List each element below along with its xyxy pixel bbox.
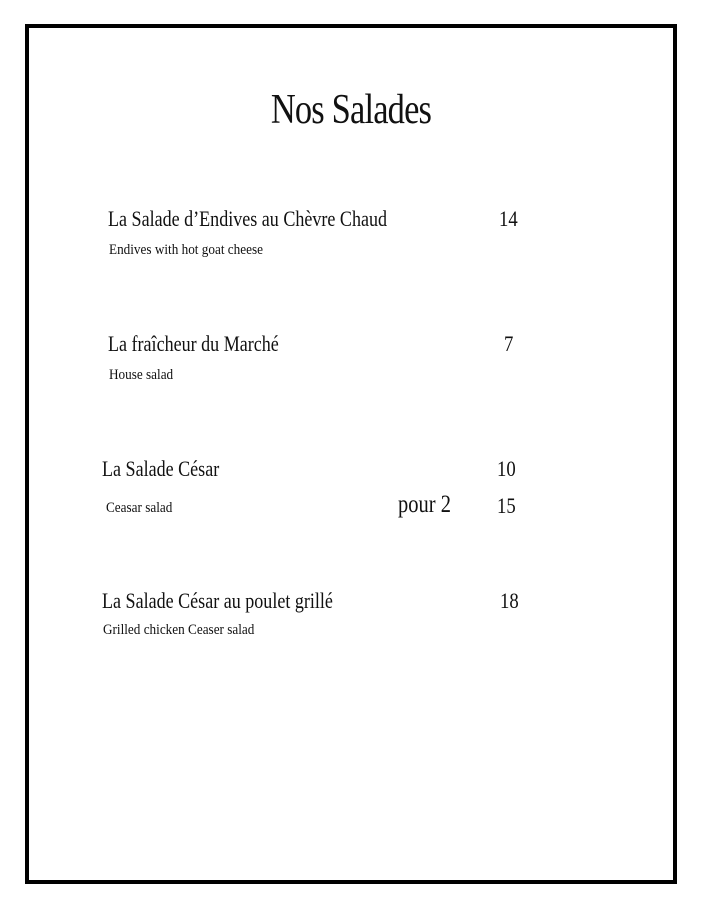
item-chicken-caesar-name: La Salade César au poulet grillé (102, 588, 333, 613)
item-caesar-price: 10 (497, 456, 516, 481)
item-house-salad-price: 7 (504, 331, 514, 356)
item-caesar-portion-label: pour 2 (398, 491, 451, 518)
item-endives-name: La Salade d’Endives au Chèvre Chaud (108, 206, 388, 231)
menu-title: Nos Salades (270, 87, 432, 133)
item-caesar-name: La Salade César (102, 456, 220, 481)
item-caesar-portion-price: 15 (497, 493, 516, 518)
item-endives-description: Endives with hot goat cheese (109, 242, 263, 258)
menu-frame (25, 24, 677, 884)
item-chicken-caesar-description: Grilled chicken Ceaser salad (103, 622, 255, 638)
item-chicken-caesar-price: 18 (500, 588, 519, 613)
item-caesar-description: Ceasar salad (106, 500, 173, 516)
item-house-salad-description: House salad (109, 367, 174, 383)
item-house-salad-name: La fraîcheur du Marché (108, 331, 279, 356)
item-endives-price: 14 (499, 206, 518, 231)
